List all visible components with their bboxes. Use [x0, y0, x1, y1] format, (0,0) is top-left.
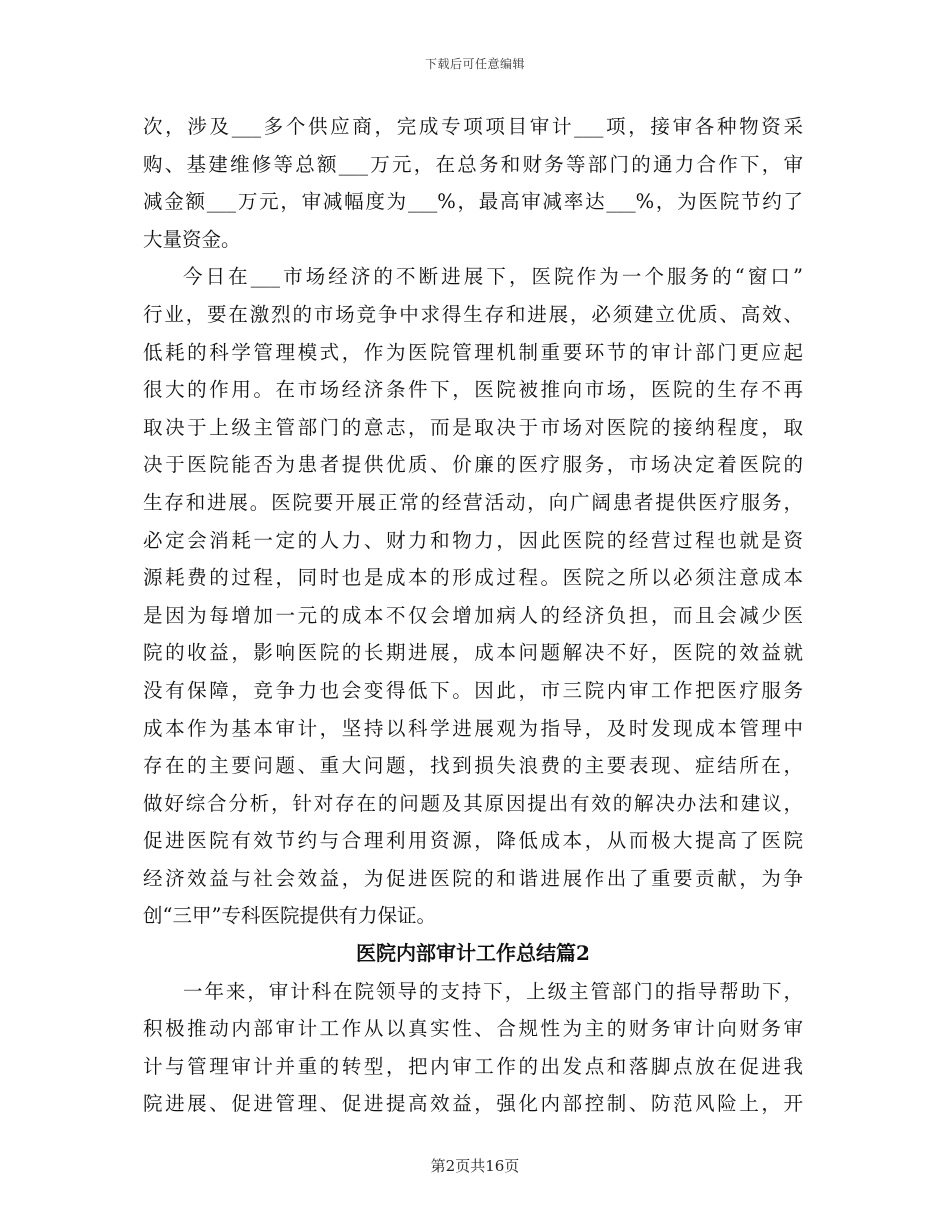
text-line: 存在的主要问题、重大问题，找到损失浪费的主要表现、症结所在，	[143, 754, 803, 778]
text-line: 购、基建维修等总额___万元，在总务和财务等部门的通力合作下，审	[143, 152, 803, 176]
text-line: 做好综合分析，针对存在的问题及其原因提出有效的解决办法和建议，	[143, 791, 803, 815]
text-line: 一年来，审计科在院领导的支持下，上级主管部门的指导帮助下，	[183, 979, 803, 1003]
text-line: 促进医院有效节约与合理利用资源，降低成本，从而极大提高了医院	[143, 829, 803, 853]
section-heading: 医院内部审计工作总结篇2	[356, 941, 590, 966]
header-note: 下载后可任意编辑	[424, 57, 525, 71]
text-line: 行业，要在激烈的市场竞争中求得生存和进展，必须建立优质、高效、	[143, 302, 803, 326]
text-line: 是因为每增加一元的成本不仅会增加病人的经济负担，而且会减少医	[143, 603, 803, 627]
text-line: 计与管理审计并重的转型，把内审工作的出发点和落脚点放在促进我	[143, 1054, 803, 1078]
text-line: 生存和进展。医院要开展正常的经营活动，向广阔患者提供医疗服务，	[143, 490, 803, 514]
text-line: 院进展、促进管理、促进提高效益，强化内部控制、防范风险上，开	[143, 1092, 803, 1116]
page-number: 第2页共16页	[430, 1157, 520, 1175]
text-line: 经济效益与社会效益，为促进医院的和谐进展作出了重要贡献，为争	[143, 866, 803, 890]
text-line: 创“三甲”专科医院提供有力保证。	[143, 904, 436, 928]
text-line: 减金额___万元，审减幅度为___%，最高审减率达___%，为医院节约了	[143, 190, 803, 214]
text-line: 大量资金。	[143, 227, 241, 251]
text-line: 没有保障，竞争力也会变得低下。因此，市三院内审工作把医疗服务	[143, 678, 803, 702]
text-line: 源耗费的过程，同时也是成本的形成过程。医院之所以必须注意成本	[143, 566, 803, 590]
text-line: 积极推动内部审计工作从以真实性、合规性为主的财务审计向财务审	[143, 1017, 803, 1041]
document-body	[143, 108, 803, 1123]
text-line: 很大的作用。在市场经济条件下，医院被推向市场，医院的生存不再	[143, 378, 803, 402]
text-line: 必定会消耗一定的人力、财力和物力，因此医院的经营过程也就是资	[143, 528, 803, 552]
text-line: 决于医院能否为患者提供优质、价廉的医疗服务，市场决定着医院的	[143, 453, 803, 477]
text-line: 低耗的科学管理模式，作为医院管理机制重要环节的审计部门更应起	[143, 340, 803, 364]
text-line: 今日在___市场经济的不断进展下，医院作为一个服务的“窗口”	[183, 265, 803, 289]
text-line: 取决于上级主管部门的意志，而是取决于市场对医院的接纳程度，取	[143, 415, 803, 439]
text-line: 次，涉及___多个供应商，完成专项项目审计___项，接审各种物资采	[143, 115, 803, 138]
text-line: 成本作为基本审计，坚持以科学进展观为指导，及时发现成本管理中	[143, 716, 803, 740]
text-line: 院的收益，影响医院的长期进展，成本问题解决不好，医院的效益就	[143, 641, 803, 665]
